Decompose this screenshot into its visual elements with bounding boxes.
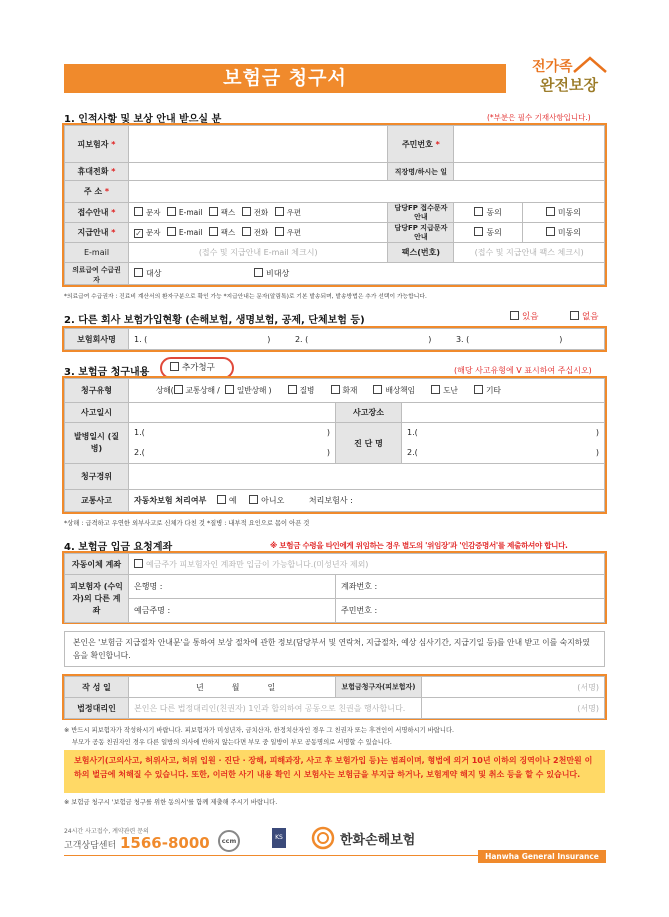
consent-note: ※ 보험금 청구시 '보험금 청구를 위한 동의서'를 함께 제출해 주시기 바랍니다. bbox=[64, 799, 278, 806]
medical-target-checkbox[interactable] bbox=[134, 268, 143, 277]
job-label: 직장명/하시는 일 bbox=[388, 163, 454, 181]
note-2: 부모가 공동 친권자인 경우 다른 일방의 의사에 반하지 않는다면 부모 중 일방이 부모 공동명의로 서명할 수 있습니다. bbox=[72, 739, 392, 746]
insured-input[interactable] bbox=[129, 126, 388, 163]
fax-input[interactable]: (접수 및 지급안내 팩스 체크시) bbox=[454, 243, 605, 263]
fp-pay-label: 담당FP 지급문자안내 bbox=[388, 223, 454, 243]
claim-types: 상해( 교통상해 / 일반상해 ) 질병 화재 배상책임 도난 기타 bbox=[129, 379, 605, 403]
insured-label: 피보험자 * bbox=[65, 126, 129, 163]
legal-rep-text: 본인은 다른 법정대리인(친권자) 1인과 합의하여 공동으로 친권을 행사합니다. bbox=[129, 698, 422, 719]
account-table bbox=[64, 553, 605, 623]
section4-heading: 4. 보험금 입금 요청계좌 bbox=[64, 542, 173, 553]
contact-mail-checkbox[interactable] bbox=[275, 207, 284, 216]
company-name: 한화손해보험 bbox=[340, 833, 416, 848]
contact-email-checkbox[interactable] bbox=[167, 207, 176, 216]
fp-contact-agree: 동의 bbox=[454, 203, 522, 223]
mobile-input[interactable] bbox=[129, 163, 388, 181]
fire-checkbox[interactable] bbox=[331, 385, 340, 394]
company-label: 보험회사명 bbox=[65, 329, 129, 350]
claimant-signature[interactable]: (서명) bbox=[422, 677, 605, 698]
write-date-label: 작 성 일 bbox=[65, 677, 129, 698]
traffic-label: 교통사고 bbox=[65, 490, 129, 512]
legal-rep-signature[interactable]: (서명) bbox=[422, 698, 605, 719]
claim-course-label: 청구경위 bbox=[65, 464, 129, 490]
onset-date-inputs[interactable]: 1.( ) 2.( ) bbox=[129, 423, 336, 464]
bank-input[interactable]: 은행명 : bbox=[129, 575, 336, 599]
claim-type-label: 청구유형 bbox=[65, 379, 129, 403]
contact-fax-checkbox[interactable] bbox=[209, 207, 218, 216]
pay-mail-checkbox[interactable] bbox=[275, 227, 284, 236]
fp-pay-agree-checkbox[interactable] bbox=[474, 227, 483, 236]
diagnosis-label: 진 단 명 bbox=[336, 423, 402, 464]
traffic-injury-checkbox[interactable] bbox=[174, 385, 183, 394]
auto-ins-yes-checkbox[interactable] bbox=[217, 495, 226, 504]
auto-transfer-checkbox[interactable] bbox=[134, 559, 143, 568]
pay-sms-checkbox[interactable]: ✓ bbox=[135, 229, 142, 238]
diagnosis-inputs[interactable]: 1.( ) 2.( ) bbox=[402, 423, 605, 464]
fp-pay-disagree: 미동의 bbox=[522, 223, 604, 243]
fp-contact-label: 담당FP 접수문자안내 bbox=[388, 203, 454, 223]
mobile-label: 휴대전화 * bbox=[65, 163, 129, 181]
company-slots[interactable]: 1. ( ) 2. ( ) 3. ( ) bbox=[129, 329, 605, 350]
pay-methods: ✓ 문자 E-mail 팩스 전화 우편 bbox=[129, 223, 388, 243]
other-account-label: 피보험자 (수익자)의 다른 계좌 bbox=[65, 575, 129, 623]
medical-nontarget-checkbox[interactable] bbox=[254, 268, 263, 277]
logo-line1: 전가족 bbox=[532, 59, 573, 75]
email-input[interactable]: (접수 및 지급안내 E-mail 체크시) bbox=[129, 243, 388, 263]
rrn-label: 주민번호 * bbox=[388, 126, 454, 163]
onset-date-label: 발병일시 (질병) bbox=[65, 423, 129, 464]
address-label: 주 소 * bbox=[65, 181, 129, 203]
accident-date-label: 사고일시 bbox=[65, 403, 129, 423]
note-1: ※ 반드시 피보험자가 작성하시기 바랍니다. 피보험자가 미성년자, 금치산자, 한정치산자인 경우 그 친권자 또는 후견인이 서명하시기 바랍니다. bbox=[64, 727, 455, 734]
address-input[interactable] bbox=[129, 181, 605, 203]
legal-rep-label: 법정대리인 bbox=[65, 698, 129, 719]
auto-ins-no-checkbox[interactable] bbox=[249, 495, 258, 504]
accident-place-input[interactable] bbox=[402, 403, 605, 423]
other-insurance-table bbox=[64, 328, 605, 350]
medical-label: 의료급여 수급권자 bbox=[65, 263, 129, 285]
personal-info-table bbox=[64, 125, 605, 285]
holder-input[interactable]: 예금주명 : bbox=[129, 599, 336, 623]
general-injury-checkbox[interactable] bbox=[225, 385, 234, 394]
other-type-checkbox[interactable] bbox=[474, 385, 483, 394]
service-hours: 24시간 사고접수, 계약관련 문의 bbox=[64, 828, 149, 835]
contact-label: 접수안내 * bbox=[65, 203, 129, 223]
contact-sms-checkbox[interactable] bbox=[134, 207, 143, 216]
section3-heading: 3. 보험금 청구내용 bbox=[64, 367, 150, 378]
accident-place-label: 사고장소 bbox=[336, 403, 402, 423]
other-ins-no: 없음 bbox=[570, 310, 598, 322]
fp-pay-agree: 동의 bbox=[454, 223, 522, 243]
claim-course-input[interactable] bbox=[129, 464, 605, 490]
pay-label: 지급안내 * bbox=[65, 223, 129, 243]
claimant-label: 보험금청구자(피보험자) bbox=[336, 677, 422, 698]
section1-heading: 1. 인적사항 및 보상 안내 받으실 분 bbox=[64, 114, 222, 125]
pay-email-checkbox[interactable] bbox=[167, 227, 176, 236]
delegation-warning: ※ 보험금 수령을 타인에게 위임하는 경우 별도의 '위임장'과 '인감증명서'를 제출하셔야 합니다. bbox=[270, 541, 568, 550]
section3-footnote: *상해 : 급격하고 우연한 외부사고로 신체가 다친 것 *질병 : 내부적 요인으로 몸이 아픈 것 bbox=[64, 520, 310, 527]
auto-transfer-option: 예금주가 피보험자인 계좌만 입금이 가능합니다.(미성년자 제외) bbox=[129, 554, 605, 575]
fax-label: 팩스(번호) bbox=[388, 243, 454, 263]
email-label: E-mail bbox=[65, 243, 129, 263]
fp-contact-disagree: 미동의 bbox=[522, 203, 604, 223]
extra-claim-checkbox[interactable] bbox=[170, 362, 179, 371]
pay-phone-checkbox[interactable] bbox=[242, 227, 251, 236]
section3-note: (해당 사고유형에 V 표시하여 주십시오) bbox=[454, 366, 592, 375]
fp-contact-disagree-checkbox[interactable] bbox=[546, 207, 555, 216]
claim-table bbox=[64, 378, 605, 512]
account-number-input[interactable]: 계좌번호 : bbox=[336, 575, 605, 599]
disease-checkbox[interactable] bbox=[288, 385, 297, 394]
house-icon bbox=[528, 52, 608, 100]
pay-fax-checkbox[interactable] bbox=[209, 227, 218, 236]
write-date-input[interactable]: 년 월 일 bbox=[129, 677, 336, 698]
liability-checkbox[interactable] bbox=[373, 385, 382, 394]
logo-line2: 완전보장 bbox=[540, 76, 598, 94]
traffic-options: 자동차보험 처리여부 예 아니오 처리보험사 : bbox=[129, 490, 605, 512]
accident-date-input[interactable] bbox=[129, 403, 336, 423]
section2-heading: 2. 다른 회사 보험가입현황 (손해보험, 생명보험, 공제, 단체보험 등) bbox=[64, 315, 365, 326]
hanwha-logo-icon bbox=[310, 826, 336, 850]
contact-methods: 문자 E-mail 팩스 전화 우편 bbox=[129, 203, 388, 223]
ccm-badge: ccm bbox=[218, 830, 240, 852]
other-ins-no-checkbox[interactable] bbox=[570, 311, 579, 320]
medical-options: 대상 비대상 bbox=[129, 263, 605, 285]
ks-badge: KS bbox=[272, 828, 286, 848]
auto-transfer-label: 자동이체 계좌 bbox=[65, 554, 129, 575]
signature-table bbox=[64, 676, 605, 719]
fp-pay-disagree-checkbox[interactable] bbox=[546, 227, 555, 236]
form-title: 보험금 청구서 bbox=[64, 64, 506, 93]
other-ins-yes-checkbox[interactable] bbox=[510, 311, 519, 320]
extra-claim-option: 추가청구 bbox=[160, 357, 234, 379]
holder-rrn-input[interactable]: 주민번호 : bbox=[336, 599, 605, 623]
fraud-warning: 보험사기(고의사고, 허위사고, 허위 입원 · 진단 · 장해, 피해과장, 사고 후 보험가입 등)는 범죄이며, 형법에 의거 10년 이하의 징역이나 2천만원 이하의 벌금에 처해질 수 있습니다. 또한, 이러한 사기 내용 확인 시 보험사는 보험금을 부지급 하거나, 보험계약 해지 및 취소 등을 할 수 있습니다. bbox=[64, 750, 605, 793]
section1-footnote: *의료급여 수급권자 : 진료비 계산서의 환자구분으로 확인 가능 *지급안내는 문자(알림톡)로 기본 발송되며, 발송방법은 추가 선택이 가능합니다. bbox=[64, 294, 427, 300]
fp-contact-agree-checkbox[interactable] bbox=[474, 207, 483, 216]
consent-text: 본인은 '보험금 지급절차 안내문'을 통하여 보상 절차에 관한 정보(담당부서 및 연락처, 지급절차, 예상 심사기간, 지급기일 등)를 안내 받고 이를 숙지하였음을 확인합니다. bbox=[64, 631, 605, 667]
required-note: (*부분은 필수 기재사항입니다.) bbox=[487, 113, 591, 122]
phone-number[interactable]: 1566-8000 bbox=[120, 834, 210, 852]
contact-phone-checkbox[interactable] bbox=[242, 207, 251, 216]
other-ins-yes: 있음 bbox=[510, 310, 538, 322]
rrn-input[interactable] bbox=[454, 126, 605, 163]
theft-checkbox[interactable] bbox=[431, 385, 440, 394]
center-label: 고객상담센터 bbox=[64, 841, 117, 851]
brand-logo bbox=[528, 52, 608, 100]
job-input[interactable] bbox=[454, 163, 605, 181]
company-english-name: Hanwha General Insurance bbox=[478, 850, 606, 863]
